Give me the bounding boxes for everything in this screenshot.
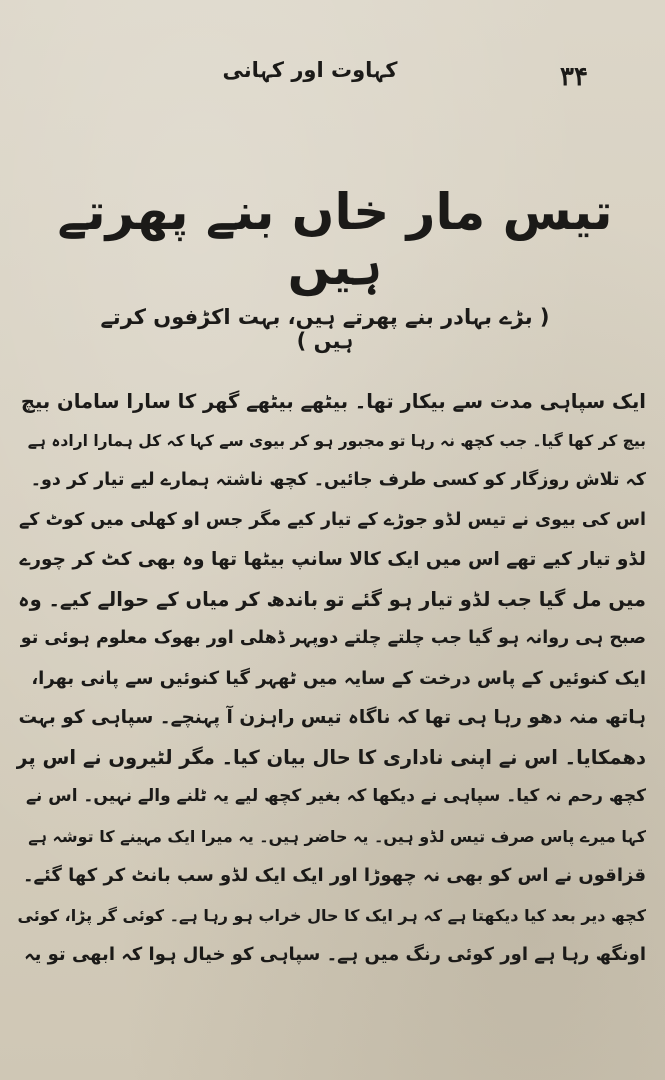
text-line: ایک کنوئیں کے پاس درخت کے سایہ میں ٹھہر گیا کنوئیں سے پانی بھرا، xyxy=(31,667,646,689)
text-line: کہا میرے پاس صرف تیس لڈو ہیں۔ یہ حاضر ہیں۔ یہ میرا ایک مہینے کا توشہ ہے xyxy=(28,826,646,846)
text-line: کہ تلاش روزگار کو کسی طرف جائیں۔ کچھ ناشتہ ہمارے لیے تیار کر دو۔ xyxy=(30,470,646,490)
text-line: ہاتھ منہ دھو رہا ہی تھا کہ ناگاہ تیس راہزن آ پہنچے۔ سپاہی کو بہت xyxy=(18,707,646,728)
text-line: بیچ کر کھا گیا۔ جب کچھ نہ رہا تو مجبور ہو کر بیوی سے کہا کہ کل ہمارا ارادہ ہے xyxy=(27,431,646,450)
text-line: لڈو تیار کیے تھے اس میں ایک کالا سانپ بیٹھا تھا وہ بھی کٹ کر چورے xyxy=(19,549,646,570)
text-line: دھمکایا۔ اس نے اپنی ناداری کا حال بیان کیا۔ مگر لٹیروں نے اس پر xyxy=(16,745,646,769)
text-line: قزاقوں نے اس کو بھی نہ چھوڑا اور ایک ایک لڈو سب بانٹ کر کھا گئے۔ xyxy=(22,865,646,886)
text-line: کچھ رحم نہ کیا۔ سپاہی نے دیکھا کہ بغیر کچھ لیے یہ ٹلنے والے نہیں۔ اس نے xyxy=(25,786,646,806)
text-line: ایک سپاہی مدت سے بیکار تھا۔ بیٹھے بیٹھے گھر کا سارا سامان بیچ xyxy=(20,390,646,413)
text-line: اونگھ رہا ہے اور کوئی رنگ میں ہے۔ سپاہی کو خیال ہوا کہ ابھی تو یہ xyxy=(24,944,646,965)
story-body xyxy=(16,382,646,975)
text-line: کچھ دیر بعد کیا دیکھتا ہے کہ ہر ایک کا حال خراب ہو رہا ہے۔ کوئی گر پڑا، کوئی xyxy=(17,905,646,925)
story-subtitle: ( بڑے بہادر بنے پھرتے ہیں، بہت اکڑفوں کرتے ہیں ) xyxy=(100,305,550,353)
page-number: ۳۴ xyxy=(560,62,588,92)
text-line: میں مل گیا جب لڈو تیار ہو گئے تو باندھ کر میاں کے حوالے کیے۔ وہ xyxy=(18,587,646,611)
running-head: کہاوت اور کہانی xyxy=(222,58,398,82)
text-line: اس کی بیوی نے تیس لڈو جوڑے کے تیار کیے مگر جس او کھلی میں کوٹ کے xyxy=(19,509,646,530)
text-line: صبح ہی روانہ ہو گیا جب چلتے چلتے دوپہر ڈھلی اور بھوک معلوم ہوئی تو xyxy=(20,628,646,648)
story-title: تیس مار خاں بنے پھرتے ہیں xyxy=(57,183,613,296)
